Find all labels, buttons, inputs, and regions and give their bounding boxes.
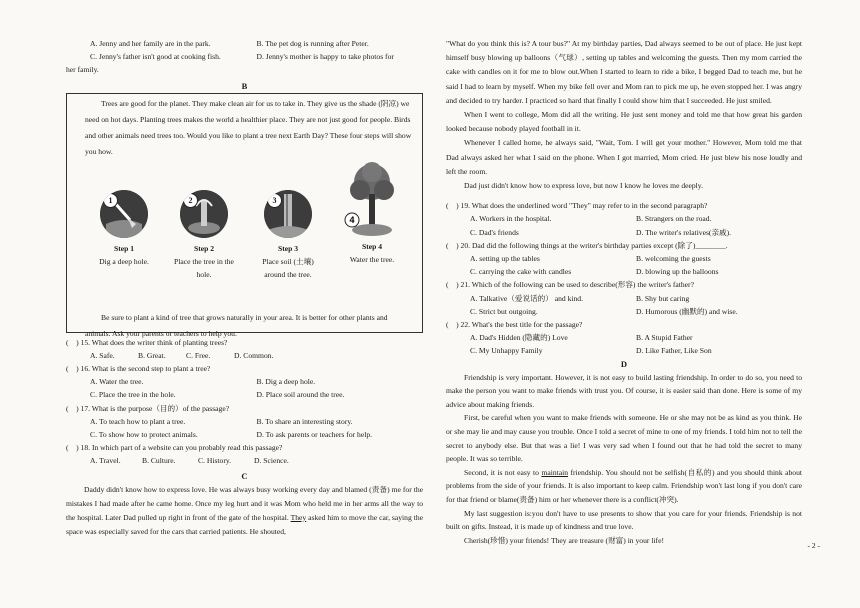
c-paragraph: Whenever I called home, he always said, "Wait, Tom. I will get your mother." However, Mom told me that Dad always asked her what I said on the phone. When I got married, Mom cried. He just blew his nose loudly and left the room. — [446, 138, 802, 176]
option: A. Safe. — [90, 350, 115, 360]
question-18 — [66, 441, 423, 467]
place-soil-picture — [264, 190, 312, 238]
steps-illustration — [85, 160, 414, 310]
option: D. Place soil around the tree. — [256, 390, 345, 400]
option: B. Strangers on the road. — [636, 214, 712, 224]
option: A. Dad's Hidden (隐藏的) Love — [470, 333, 568, 343]
option: A. Water the tree. — [90, 377, 144, 387]
question-20 — [446, 239, 802, 279]
option: B. To share an interesting story. — [256, 416, 353, 426]
d-paragraph-5: Cherish(珍惜) your friends! They are treasure (财富) in your life! — [464, 535, 664, 545]
options — [66, 415, 423, 428]
option: D. Science. — [254, 456, 289, 466]
question-stem: ( ) 18. In which part of a website can you probably read this passage? — [66, 443, 283, 453]
question-stem: ( ) 22. What's the best title for the passage? — [446, 320, 583, 330]
option: B. The pet dog is running after Peter. — [256, 39, 369, 48]
options — [446, 305, 802, 318]
questions-15-18 — [66, 336, 423, 468]
section-b-intro: Trees are good for the planet. They make clean air for us to take in. They give us the shade (阴凉) we need on hot days. Planting trees makes the world a healthier place. They are not just good for people. Birds and other animals need trees too. Would you like to plant a tree next Earth Day? These four steps will show you how. — [85, 98, 412, 156]
options — [66, 349, 423, 362]
options — [66, 454, 423, 467]
text-run: asked him to move the car, saying the space was especially saved for the cars that carried patients. He shouted, — [66, 512, 423, 536]
step-title: Step 3 — [277, 243, 299, 253]
option: C. Free. — [186, 350, 211, 360]
options — [446, 344, 802, 357]
step-number: 2 — [183, 193, 198, 208]
step-title: Step 2 — [193, 243, 215, 253]
option: A. setting up the tables — [470, 254, 540, 264]
question-stem: ( ) 21. Which of the following can be used to describe(形容) the writer's father? — [446, 280, 694, 290]
text-run: Daddy didn't know how to express love. He was always busy working every day and blamed (责备) me for the mistakes I had made after he came home. Once my leg hurt and it was Mom who held me in her arms all the way to the hospital. Later Dad pulled up right in front of the gate of the hospital. — [66, 484, 423, 522]
step-title: Step 4 — [361, 241, 383, 251]
option: C. Jenny's father isn't good at cooking fish. — [90, 52, 221, 62]
section-b-outro: Be sure to plant a kind of tree that grows naturally in your area. It is better for other plants and animals. Ask your parents or teachers to help you. — [85, 312, 388, 338]
question-21 — [446, 278, 802, 318]
option: B. A Stupid Father — [636, 333, 693, 343]
step-number: 1 — [103, 193, 118, 208]
prev-options-row-2 — [66, 50, 423, 63]
section-b-heading: B — [241, 80, 248, 91]
question-stem: ( ) 17. What is the purpose（目的）of the passage? — [66, 403, 230, 413]
underlined-word: They — [290, 512, 307, 522]
option: A. Jenny and her family are in the park. — [90, 39, 211, 48]
step-text: Place the tree in the hole. — [174, 256, 234, 280]
c-paragraph: Dad just didn't know how to express love, but now I know he loves me deeply. — [464, 181, 703, 191]
option: C. carrying the cake with candles — [470, 267, 572, 277]
options — [66, 428, 423, 441]
step-title: Step 1 — [113, 243, 135, 253]
option: B. Shy but caring — [636, 293, 690, 303]
step-4-number-glyph: 4 — [349, 214, 355, 225]
step-1 — [89, 190, 159, 268]
option: C. My Unhappy Family — [470, 346, 543, 356]
option-continuation: her family. — [66, 65, 99, 75]
d-paragraph-4: My last suggestion is:you don't have to use presents to show that you care for your friends. Friendship is not built on gifts. Instead, it is made up of kindness and true love. — [446, 508, 802, 532]
options — [446, 292, 802, 305]
option: C. Place the tree in the hole. — [90, 390, 176, 400]
option: C. Strict but outgoing. — [470, 306, 538, 316]
option: A. To teach how to plant a tree. — [90, 416, 186, 426]
dig-hole-picture — [100, 190, 148, 238]
step-number: 3 — [267, 193, 282, 208]
underlined-word: maintain — [541, 467, 569, 477]
step-text: Water the tree. — [349, 254, 395, 264]
question-stem: ( ) 16. What is the second step to plant a tree? — [66, 364, 211, 374]
option: B. Dig a deep hole. — [256, 377, 316, 387]
question-22 — [446, 318, 802, 358]
option: B. Culture. — [142, 456, 176, 466]
d-paragraph-3 — [446, 466, 802, 507]
step-4 — [337, 160, 407, 266]
c-paragraph: "What do you think this is? A tour bus?" At my birthday parties, Dad always seemed to be out of place. He just kept himself busy blowing up balloons（气球）, setting up tables and welcoming the guests. Then my mom carried the cake with candles on it for me to blow out.When I started to learn to ride a bike, I begged Dad to teach me, but he said I had to learn by myself. When my bike fell over and Mom ran to pick me up, he even stopped her. I was angry and decided to try harder. I practiced so hard that finally I could show him that I succeeded. He just smiled. — [446, 39, 802, 105]
option: C. Dad's friends — [470, 227, 519, 237]
option: D. The writer's relatives(亲戚). — [636, 227, 732, 237]
option: D. Humorous (幽默的) and wise. — [636, 306, 738, 316]
option: A. Workers in the hospital. — [470, 214, 552, 224]
left-column — [66, 37, 423, 539]
text-run: friendship. You should not be selfish(自私的) and you should think about problems from the side of your friends. It is also important to keep calm. Friendship won't last long if you don't care for that friend or blame(责备) him or her whenever there is a conflict(冲突). — [446, 467, 802, 505]
option: D. To ask parents or teachers for help. — [256, 430, 373, 440]
right-column — [446, 37, 802, 547]
options — [446, 252, 802, 265]
d-paragraph-1: Friendship is very important. However, it is not easy to build lasting friendship. In order to do so, you need to make the person you want to make friends with trust you. Of course, it is easier said than done. Here is some of my advice about making friends. — [446, 372, 802, 409]
options — [446, 331, 802, 344]
options — [446, 265, 802, 278]
step-3 — [253, 190, 323, 282]
questions-19-22 — [446, 199, 802, 357]
option: B. welcoming the guests — [636, 254, 711, 264]
d-paragraph-2: First, be careful when you want to make friends with someone. He or she may not be as kind as you think. He or she may lie and may cause you trouble. Once I told a secret of mine to one of my friends. I told him not to tell the secret to anybody else. But that was a lie! I was very sad when I found out that he had told the secret to many people. It was so terrible. — [446, 413, 802, 464]
step-2 — [169, 190, 239, 282]
option: A. Travel. — [90, 456, 121, 466]
section-d-heading: D — [620, 358, 628, 369]
water-tree-picture — [342, 160, 402, 240]
place-tree-picture — [180, 190, 228, 238]
question-19 — [446, 199, 802, 239]
section-c-heading: C — [241, 470, 248, 481]
option: D. Like Father, Like Son — [636, 346, 712, 356]
question-stem: ( ) 19. What does the underlined word "They" may refer to in the second paragraph? — [446, 201, 708, 211]
options — [66, 388, 423, 401]
options — [446, 212, 802, 225]
text-run: Second, it is not easy to — [464, 467, 542, 477]
step-text: Place soil (土壤) around the tree. — [262, 256, 314, 280]
option: B. Great. — [138, 350, 166, 360]
option: A. Talkative（爱说话的） and kind. — [470, 293, 584, 303]
section-c-paragraph-1 — [66, 483, 423, 539]
question-stem: ( ) 15. What does the writer think of planting trees? — [66, 337, 228, 347]
question-16 — [66, 362, 423, 402]
options — [66, 375, 423, 388]
question-17 — [66, 402, 423, 442]
section-b-box — [66, 93, 423, 338]
option: D. blowing up the balloons — [636, 267, 719, 277]
step-text: Dig a deep hole. — [99, 256, 149, 266]
option: D. Jenny's mother is happy to take photos for — [256, 52, 394, 62]
question-stem: ( ) 20. Dad did the following things at the writer's birthday parties except (除了)________. — [446, 240, 728, 250]
page-number: - 2 - — [807, 541, 820, 550]
option: C. To show how to protect animals. — [90, 430, 198, 440]
options — [446, 226, 802, 239]
option: C. History. — [198, 456, 232, 466]
c-paragraph: When I went to college, Mom did all the writing. He just sent money and told me that how great his garden looked because nobody played football in it. — [446, 110, 802, 134]
option: D. Common. — [234, 350, 274, 360]
prev-options-row-1 — [66, 37, 423, 50]
